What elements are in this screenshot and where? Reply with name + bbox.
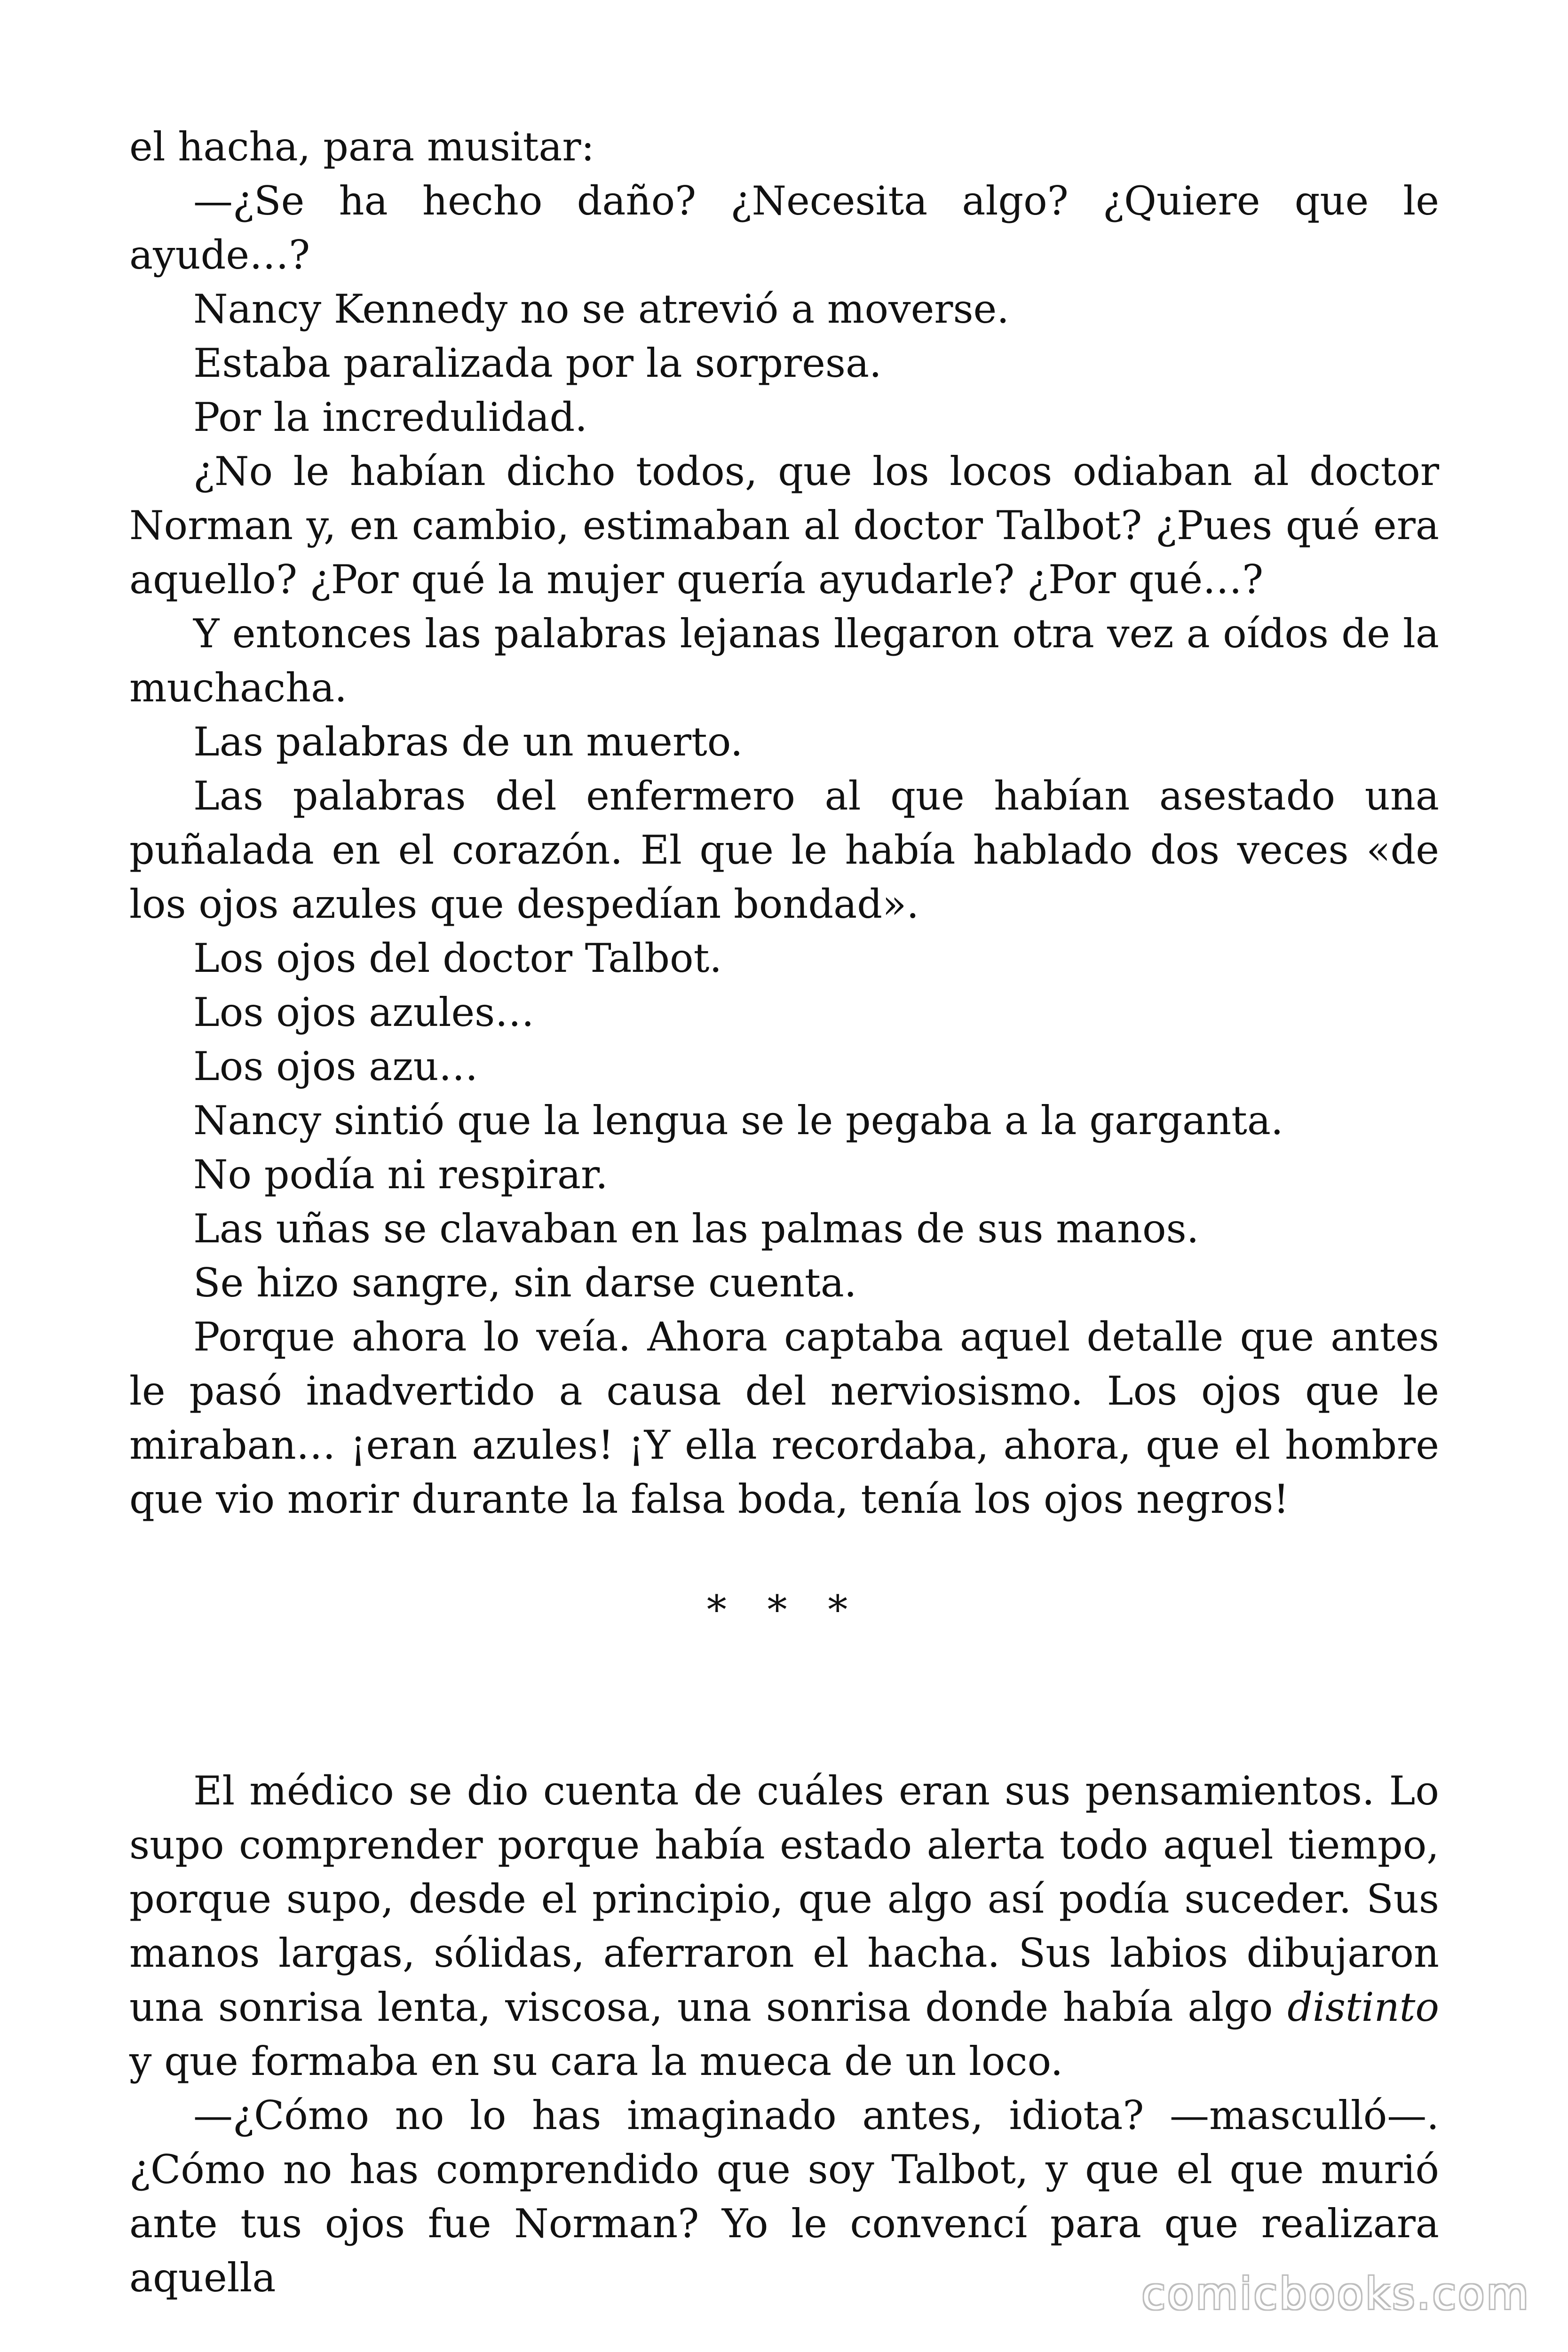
watermark: comicbooks.com [1141,2269,1530,2319]
paragraph: el hacha, para musitar: [129,124,594,170]
paragraph: No podía ni respirar. [193,1152,608,1198]
paragraph: ¿No le habían dicho todos, que los locos odiaban al doctor Norman y, en cambio, estimaban al doctor Talbot? ¿Pues qué era aquello? ¿Por qué la mujer quería ayudarle? ¿Por qué…? [129,448,1439,603]
text-block-2 [129,1764,1439,2305]
paragraph: Nancy Kennedy no se atrevió a moverse. [193,286,1009,332]
paragraph-text: y que formaba en su cara la mueca de un loco. [129,2038,1063,2084]
paragraph: Los ojos del doctor Talbot. [193,935,722,981]
emphasis-text: distinto [1287,1984,1439,2030]
paragraph: Las palabras del enfermero al que habían asestado una puñalada en el corazón. El que le había hablado dos veces «de los ojos azules que despedían bondad». [129,773,1439,927]
paragraph: Porque ahora lo veía. Ahora captaba aquel detalle que antes le pasó inadvertido a causa del nerviosismo. Los ojos que le miraban… ¡eran azules! ¡Y ella recordaba, ahora, que el hombre que vio morir durante la falsa boda, tenía los ojos negros! [129,1314,1439,1522]
paragraph: Las palabras de un muerto. [193,719,743,765]
paragraph: Por la incredulidad. [193,394,587,440]
paragraph: Nancy sintió que la lengua se le pegaba a la garganta. [193,1097,1283,1144]
paragraph: Las uñas se clavaban en las palmas de sus manos. [193,1206,1199,1252]
paragraph: Y entonces las palabras lejanas llegaron otra vez a oídos de la muchacha. [129,611,1439,711]
paragraph: Se hizo sangre, sin darse cuenta. [193,1260,857,1306]
paragraph: Estaba paralizada por la sorpresa. [193,340,882,386]
section-separator: * * * [706,1587,862,1633]
paragraph [129,1764,1439,2089]
paragraph: —¿Se ha hecho daño? ¿Necesita algo? ¿Quiere que le ayude…? [129,178,1439,278]
book-page [129,120,1439,2305]
paragraph: Los ojos azules… [193,989,535,1035]
text-block-1 [129,120,1439,1526]
paragraph: Los ojos azu… [193,1043,478,1089]
paragraph: —¿Cómo no lo has imaginado antes, idiota? —masculló—. ¿Cómo no has comprendido que soy Talbot, y que el que murió ante tus ojos fue Norman? Yo le convencí para que realizara aquella [129,2092,1439,2301]
paragraph-text: El médico se dio cuenta de cuáles eran sus pensamientos. Lo supo comprender porque había estado alerta todo aquel tiempo, porque supo, desde el principio, que algo así podía suceder. Sus manos largas, sólidas, aferraron el hacha. Sus labios dibujaron una sonrisa lenta, viscosa, una sonrisa donde había algo [129,1768,1439,2030]
